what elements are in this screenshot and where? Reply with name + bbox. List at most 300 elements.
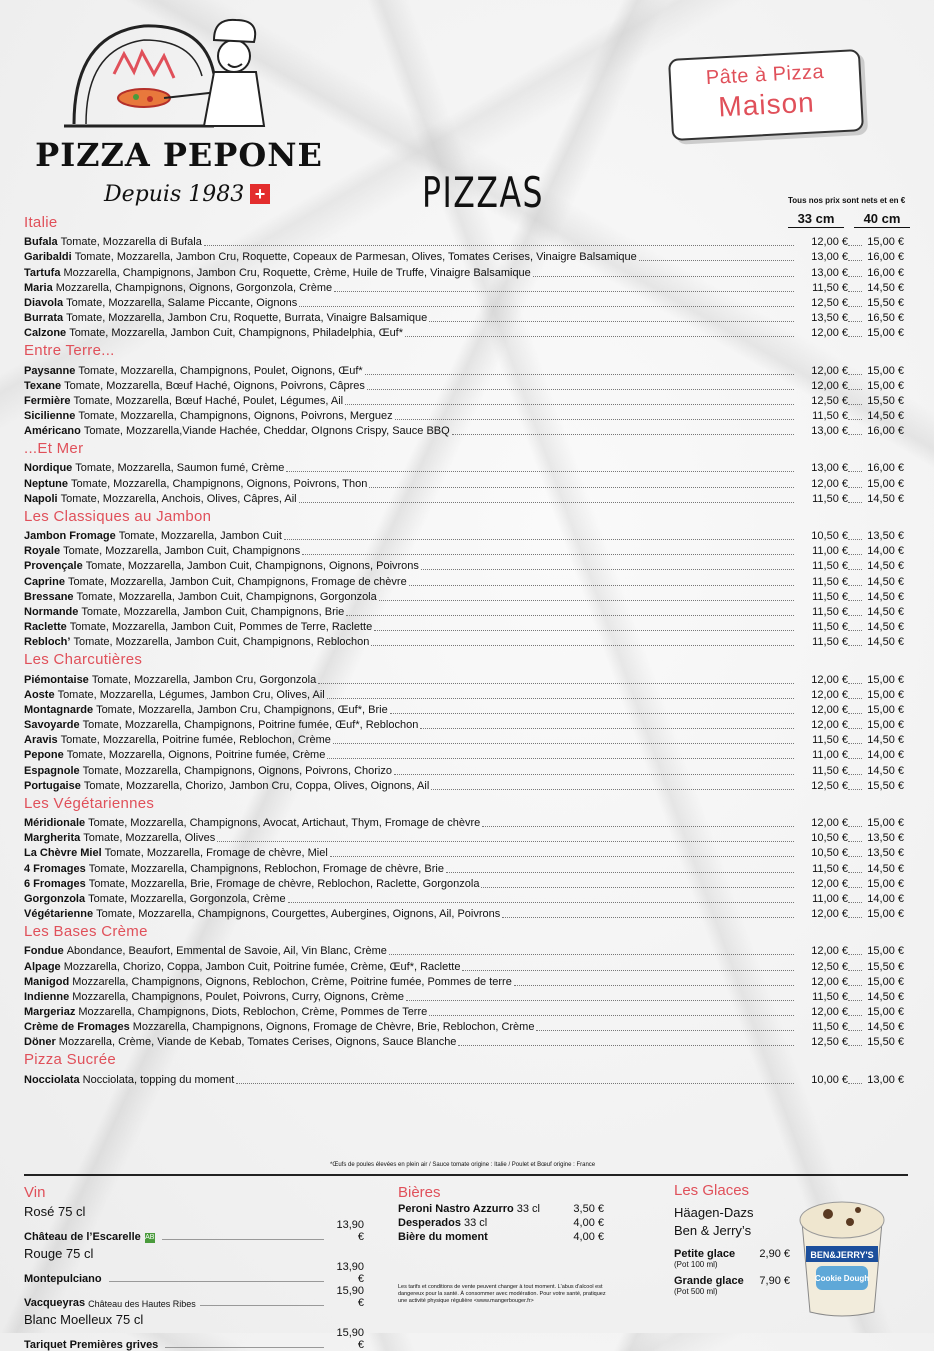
price-33cm: 12,00 € <box>811 719 848 732</box>
pizza-ingredients: Tomate, Mozzarella, Champignons, Oignons, Poivrons, Merguez <box>78 410 393 423</box>
price-33cm: 11,00 € <box>812 749 848 762</box>
menu-item <box>24 943 904 958</box>
price-33cm: 11,50 € <box>812 605 848 618</box>
brand-name: PIZZA PEPONE <box>35 136 323 174</box>
menu-item <box>24 528 904 543</box>
price-40cm: 14,50 € <box>867 590 904 603</box>
section-title: Les Charcutières <box>24 651 143 669</box>
pizza-name: Rebloch’ <box>24 636 71 649</box>
dot-leader <box>848 1030 862 1031</box>
price-33cm: 12,50 € <box>811 960 848 973</box>
pizza-name: Aravis <box>24 734 58 747</box>
menu-item <box>24 906 904 921</box>
beer-title: Bières <box>398 1184 441 1201</box>
spacer <box>491 1231 564 1243</box>
logo <box>24 14 334 207</box>
legal-note: Les tarifs et conditions de vente peuvent changer à tout moment. L'abus d'alcool est dangereux pour la santé. À consommer avec modération. Pour votre santé, pratiquez une activité physique régulière <www.mangerbouger.fr> <box>398 1284 606 1304</box>
pizza-ingredients: Tomate, Mozzarella,Viande Hachée, Cheddar, OIgnons Crispy, Sauce BBQ <box>83 425 450 438</box>
dot-leader <box>848 569 862 570</box>
price-33cm: 12,00 € <box>811 364 848 377</box>
menu-item <box>24 249 904 264</box>
wine-price: 13,90 € <box>336 1261 364 1285</box>
pizza-ingredients: Tomate, Mozzarella, Jambon Cuit, Champignons, Oignons, Poivrons <box>85 560 419 573</box>
dot-leader <box>533 276 794 277</box>
pizza-name: Méridionale <box>24 817 86 829</box>
large-ice-row <box>674 1275 790 1287</box>
dot-leader <box>848 789 862 790</box>
ice-brand-2: Ben & Jerry’s <box>674 1223 752 1238</box>
pizza-name: Paysanne <box>24 364 76 377</box>
menu-item <box>24 234 904 249</box>
pizza-name: Savoyarde <box>24 719 80 732</box>
pizza-name: Piémontaise <box>24 673 89 686</box>
dot-leader <box>848 1015 862 1016</box>
dot-leader <box>288 902 794 903</box>
price-33cm: 13,00 € <box>811 266 848 279</box>
wine-price: 15,90 € <box>336 1285 364 1309</box>
dot-leader <box>848 487 862 488</box>
menu-item <box>24 491 904 506</box>
price-40cm: 15,00 € <box>867 817 904 829</box>
dot-leader <box>848 374 862 375</box>
section-title: Les Bases Crème <box>24 923 148 941</box>
price-33cm: 12,00 € <box>811 975 848 988</box>
beer-volume: 33 cl <box>516 1203 540 1215</box>
dot-leader <box>848 419 862 420</box>
wine-item <box>24 1285 364 1309</box>
pizza-name: Napoli <box>24 492 58 505</box>
menu-item <box>24 634 904 649</box>
dot-leader <box>452 434 794 435</box>
dot-leader <box>848 683 862 684</box>
price-33cm: 12,50 € <box>811 296 848 309</box>
pizza-name: Garibaldi <box>24 251 72 264</box>
menu-item <box>24 1019 904 1034</box>
dot-leader <box>848 1000 862 1001</box>
ice-cream-tub-image <box>792 1192 892 1318</box>
menu-item <box>24 762 904 777</box>
dot-leader <box>848 276 862 277</box>
beer-price: 4,00 € <box>573 1217 604 1229</box>
menu-item <box>24 310 904 325</box>
pizza-ingredients: Tomate, Mozzarella, Salame Piccante, Oignons <box>66 296 298 309</box>
dot-leader <box>639 260 794 261</box>
price-40cm: 14,50 € <box>867 862 904 875</box>
price-40cm: 15,50 € <box>867 296 904 309</box>
tub-label-brand: BEN&JERRY'S <box>810 1250 874 1260</box>
menu-item <box>24 778 904 793</box>
price-40cm: 15,00 € <box>867 236 904 249</box>
dot-leader <box>848 698 862 699</box>
menu-item <box>24 408 904 423</box>
pizza-name: Américano <box>24 425 81 438</box>
dot-leader <box>405 336 794 337</box>
dot-leader <box>345 404 794 405</box>
dot-leader <box>848 630 862 631</box>
price-40cm: 15,00 € <box>867 379 904 392</box>
dot-leader <box>284 539 794 540</box>
menu-item <box>24 543 904 558</box>
price-40cm: 15,00 € <box>867 688 904 701</box>
dot-leader <box>299 306 794 307</box>
wine-detail: Château des Hautes Ribes <box>88 1299 196 1309</box>
dot-leader <box>236 1083 794 1084</box>
chef-oven-illustration <box>64 14 284 139</box>
pizza-ingredients: Tomate, Mozzarella, Bœuf Haché, Oignons, Poivrons, Câpres <box>64 379 365 392</box>
menu-section <box>24 1049 904 1086</box>
price-40cm: 15,00 € <box>867 327 904 340</box>
pizza-name: Caprine <box>24 575 65 588</box>
dot-leader <box>848 917 862 918</box>
pizza-name: Crème de Fromages <box>24 1021 130 1034</box>
ice-cream-section <box>674 1182 914 1322</box>
beer-name: Peroni Nastro Azzurro <box>398 1203 514 1215</box>
dot-leader <box>848 826 862 827</box>
wine-price: 15,90 € <box>336 1327 364 1351</box>
pizza-name: Manigod <box>24 975 70 988</box>
section-title: ...Et Mer <box>24 440 84 458</box>
menu-item <box>24 423 904 438</box>
pizza-ingredients: Tomate, Mozzarella, Jambon Cuit <box>118 530 282 542</box>
pizza-ingredients: Mozzarella, Champignons, Oignons, Fromage de Chèvre, Brie, Reblochon, Crème <box>132 1021 535 1034</box>
menu-item <box>24 860 904 875</box>
stamp-line1: Pâte à Pizza <box>705 60 825 90</box>
dot-leader <box>848 758 862 759</box>
wine-section <box>24 1184 364 1351</box>
price-33cm: 12,00 € <box>811 877 848 890</box>
pizza-name: Burrata <box>24 312 64 325</box>
pizza-name: Provençale <box>24 560 83 573</box>
pizza-ingredients: Tomate, Mozzarella, Champignons, Avocat, Artichaut, Thym, Fromage de chèvre <box>88 817 481 829</box>
pizza-name: La Chèvre Miel <box>24 847 102 860</box>
dot-leader <box>346 615 794 616</box>
beer-section <box>398 1184 604 1243</box>
pizza-ingredients: Tomate, Mozzarella, Jambon Cru, Champignons, Œuf*, Brie <box>96 703 388 716</box>
pizza-name: Calzone <box>24 327 67 340</box>
dot-leader <box>848 585 862 586</box>
spacer <box>487 1217 564 1229</box>
pizza-name: Fermière <box>24 394 71 407</box>
pizza-ingredients: Tomate, Mozzarella, Jambon Cuit, Champignons, Brie <box>81 605 345 618</box>
price-40cm: 15,50 € <box>867 1036 904 1049</box>
dot-leader <box>848 291 862 292</box>
price-40cm: 15,00 € <box>867 877 904 890</box>
menu-item <box>24 876 904 891</box>
section-title: Italie <box>24 214 58 231</box>
size-header-small: 33 cm <box>788 211 844 228</box>
price-33cm: 10,50 € <box>811 847 848 860</box>
menu-section <box>24 212 904 340</box>
section-title: Entre Terre... <box>24 342 115 360</box>
organic-label-icon: AB <box>145 1234 155 1241</box>
menu-item <box>24 362 904 377</box>
leader-line <box>165 1347 324 1348</box>
pizza-name: Margherita <box>24 832 81 845</box>
section-title: Les Végétariennes <box>24 794 155 812</box>
price-40cm: 15,00 € <box>867 945 904 958</box>
pizza-name: 6 Fromages <box>24 877 86 890</box>
price-40cm: 13,00 € <box>867 1073 904 1086</box>
pizza-ingredients: Tomate, Mozzarella, Poitrine fumée, Reblochon, Crème <box>60 734 331 747</box>
price-40cm: 14,50 € <box>867 1021 904 1034</box>
pizza-name: Döner <box>24 1036 56 1049</box>
price-40cm: 14,50 € <box>867 605 904 618</box>
menu-item <box>24 325 904 340</box>
dot-leader <box>848 1045 862 1046</box>
price-40cm: 15,00 € <box>867 703 904 716</box>
price-33cm: 10,50 € <box>811 530 848 542</box>
large-ice-size: (Pot 500 ml) <box>674 1287 718 1296</box>
pizza-name: Texane <box>24 379 62 392</box>
large-ice-price: 7,90 € <box>759 1275 790 1287</box>
menu-item <box>24 264 904 279</box>
pizza-ingredients: Tomate, Mozzarella, Champignons, Courgettes, Aubergines, Oignons, Ail, Poivrons <box>96 908 501 921</box>
pizza-name: Espagnole <box>24 764 80 777</box>
wine-title: Vin <box>24 1184 46 1201</box>
pizza-name: Raclette <box>24 621 67 634</box>
price-40cm: 13,50 € <box>867 832 904 845</box>
price-40cm: 16,00 € <box>867 266 904 279</box>
dot-leader <box>848 404 862 405</box>
small-ice-price: 2,90 € <box>759 1248 790 1260</box>
price-33cm: 11,50 € <box>812 1021 848 1034</box>
menu-item <box>24 717 904 732</box>
dot-leader <box>848 471 862 472</box>
dot-leader <box>409 585 794 586</box>
price-40cm: 16,00 € <box>867 462 904 475</box>
dot-leader <box>395 419 794 420</box>
dot-leader <box>848 872 862 873</box>
dot-leader <box>318 683 794 684</box>
pizza-name: Normande <box>24 605 79 618</box>
dot-leader <box>848 502 862 503</box>
pizza-name: Fondue <box>24 945 64 958</box>
price-33cm: 12,00 € <box>811 236 848 249</box>
price-40cm: 14,50 € <box>867 636 904 649</box>
dot-leader <box>848 539 862 540</box>
pizza-ingredients: Tomate, Mozzarella, Champignons, Oignons, Poivrons, Chorizo <box>82 764 392 777</box>
beer-name: Desperados <box>398 1217 461 1229</box>
dot-leader <box>848 902 862 903</box>
menu-section <box>24 649 904 793</box>
section-title: Les Classiques au Jambon <box>24 507 212 525</box>
leader-line <box>162 1239 324 1240</box>
price-40cm: 14,50 € <box>867 492 904 505</box>
menu-item <box>24 619 904 634</box>
dot-leader <box>848 1083 862 1084</box>
price-33cm: 11,50 € <box>812 862 848 875</box>
price-33cm: 11,50 € <box>812 410 848 423</box>
pizza-ingredients: Tomate, Mozzarella, Jambon Cuit, Champignons, Gorgonzola <box>76 590 377 603</box>
dot-leader <box>333 743 794 744</box>
pizza-name: Indienne <box>24 990 70 1003</box>
tub-label-flavor: Cookie Dough <box>814 1274 870 1283</box>
price-40cm: 13,50 € <box>867 847 904 860</box>
pizza-name: Gorgonzola <box>24 892 86 905</box>
price-40cm: 14,50 € <box>867 734 904 747</box>
dot-leader <box>502 917 794 918</box>
pizza-name: Aoste <box>24 688 55 701</box>
price-40cm: 14,50 € <box>867 560 904 573</box>
pizza-ingredients: Tomate, Mozzarella, Jambon Cru, Roquette, Copeaux de Parmesan, Olives, Tomates Cerises, Vinaigre Balsamique <box>74 251 637 264</box>
menu-item <box>24 671 904 686</box>
menu-item <box>24 830 904 845</box>
pizza-ingredients: Mozzarella, Crème, Viande de Kebab, Tomates Cerises, Oignons, Sauce Blanche <box>58 1036 457 1049</box>
pizza-ingredients: Tomate, Mozzarella, Jambon Cru, Roquette, Burrata, Vinaigre Balsamique <box>66 312 428 325</box>
price-40cm: 15,00 € <box>867 975 904 988</box>
price-40cm: 15,00 € <box>867 673 904 686</box>
wine-item <box>24 1219 364 1243</box>
pizza-ingredients: Tomate, Mozzarella, Champignons, Reblochon, Fromage de chèvre, Brie <box>88 862 444 875</box>
dot-leader <box>848 713 862 714</box>
price-33cm: 12,00 € <box>811 379 848 392</box>
pizza-ingredients: Mozzarella, Champignons, Poulet, Poivrons, Curry, Oignons, Crème <box>72 990 405 1003</box>
dot-leader <box>334 291 794 292</box>
price-40cm: 14,50 € <box>867 281 904 294</box>
pizza-ingredients: Tomate, Mozzarella, Chorizo, Jambon Cru, Coppa, Olives, Oignons, Ail <box>83 779 430 792</box>
price-40cm: 14,50 € <box>867 410 904 423</box>
pizza-name: Royale <box>24 545 61 558</box>
price-33cm: 11,50 € <box>812 492 848 505</box>
pizza-ingredients: Tomate, Mozzarella, Anchois, Olives, Câpres, Ail <box>60 492 297 505</box>
ice-title: Les Glaces <box>674 1182 750 1199</box>
wine-name: Château de l’Escarelle <box>24 1231 141 1243</box>
savoie-flag-icon: + <box>250 184 270 204</box>
price-33cm: 11,00 € <box>812 545 848 558</box>
wine-item <box>24 1327 364 1351</box>
dot-leader <box>482 826 794 827</box>
pizza-name: Bufala <box>24 236 58 249</box>
pizza-name: Nordique <box>24 462 73 475</box>
pizza-ingredients: Tomate, Mozzarella, Légumes, Jambon Cru, Olives, Ail <box>57 688 325 701</box>
menu-item <box>24 558 904 573</box>
pizza-ingredients: Tomate, Mozzarella, Jambon Cuit, Champignons, Philadelphia, Œuf* <box>69 327 404 340</box>
beer-volume: 33 cl <box>463 1217 488 1229</box>
menu-item <box>24 687 904 702</box>
dot-leader <box>848 856 862 857</box>
dot-leader <box>327 758 794 759</box>
price-40cm: 15,00 € <box>867 364 904 377</box>
pizza-ingredients: Mozzarella, Chorizo, Coppa, Jambon Cuit, Poitrine fumée, Crème, Œuf*, Raclette <box>63 960 461 973</box>
dot-leader <box>848 645 862 646</box>
price-40cm: 16,00 € <box>867 251 904 264</box>
price-33cm: 12,00 € <box>811 688 848 701</box>
dot-leader <box>390 713 794 714</box>
beer-item <box>398 1231 604 1243</box>
small-ice-name: Petite glace <box>674 1248 736 1260</box>
dot-leader <box>848 389 862 390</box>
dot-leader <box>848 306 862 307</box>
beer-price: 3,50 € <box>573 1203 604 1215</box>
price-note: Tous nos prix sont nets et en € <box>788 196 906 205</box>
menu-section <box>24 793 904 921</box>
price-33cm: 12,00 € <box>811 908 848 921</box>
spacer <box>540 1203 564 1215</box>
menu-item <box>24 974 904 989</box>
small-ice-size: (Pot 100 ml) <box>674 1260 718 1269</box>
dot-leader <box>848 841 862 842</box>
pizza-ingredients: Mozzarella, Champignons, Jambon Cru, Roquette, Crème, Huile de Truffe, Vinaigre Balsamique <box>63 266 531 279</box>
menu-item <box>24 1034 904 1049</box>
price-33cm: 11,50 € <box>812 636 848 649</box>
dot-leader <box>458 1045 794 1046</box>
price-40cm: 14,00 € <box>867 892 904 905</box>
dot-leader <box>374 630 794 631</box>
pizza-name: Sicilienne <box>24 410 76 423</box>
price-40cm: 15,50 € <box>867 394 904 407</box>
dot-leader <box>848 554 862 555</box>
price-33cm: 11,50 € <box>812 764 848 777</box>
dot-leader <box>848 970 862 971</box>
price-33cm: 12,00 € <box>811 817 848 829</box>
price-33cm: 12,00 € <box>811 703 848 716</box>
price-33cm: 12,00 € <box>811 477 848 490</box>
pizza-ingredients: Tomate, Mozzarella di Bufala <box>60 236 202 249</box>
price-33cm: 11,50 € <box>812 590 848 603</box>
pizza-ingredients: Abondance, Beaufort, Emmental de Savoie, Ail, Vin Blanc, Crème <box>66 945 387 958</box>
menu-item <box>24 747 904 762</box>
dot-leader <box>327 698 794 699</box>
pizza-ingredients: Mozzarella, Champignons, Oignons, Reblochon, Crème, Poitrine fumée, Pommes de terre <box>72 975 512 988</box>
pizza-ingredients: Tomate, Mozzarella, Jambon Cuit, Champignons <box>63 545 301 558</box>
pizza-name: Bressane <box>24 590 74 603</box>
dot-leader <box>429 321 794 322</box>
wine-price: 13,90 € <box>336 1219 364 1243</box>
price-40cm: 15,00 € <box>867 908 904 921</box>
wine-name: Vacqueyras <box>24 1297 86 1309</box>
menu-item <box>24 295 904 310</box>
pizza-ingredients: Tomate, Mozzarella, Jambon Cuit, Pommes de Terre, Raclette <box>69 621 373 634</box>
dot-leader <box>365 374 794 375</box>
dot-leader <box>848 434 862 435</box>
dot-leader <box>536 1030 794 1031</box>
dot-leader <box>848 336 862 337</box>
menu-section <box>24 340 904 438</box>
menu-item <box>24 815 904 830</box>
dot-leader <box>462 970 794 971</box>
pizza-ingredients: Tomate, Mozzarella, Jambon Cuit, Champignons, Fromage de chèvre <box>67 575 407 588</box>
price-33cm: 13,50 € <box>811 312 848 325</box>
beer-price: 4,00 € <box>573 1231 604 1243</box>
menu-item <box>24 475 904 490</box>
pizza-name: Nocciolata <box>24 1073 80 1086</box>
wine-category: Blanc Moelleux 75 cl <box>24 1312 144 1327</box>
price-40cm: 13,50 € <box>867 530 904 542</box>
leader-line <box>200 1305 324 1306</box>
beer-name: Bière du moment <box>398 1231 488 1243</box>
menu-section <box>24 506 904 650</box>
dot-leader <box>848 321 862 322</box>
dot-leader <box>848 743 862 744</box>
dot-leader <box>429 1015 794 1016</box>
dot-leader <box>848 887 862 888</box>
dot-leader <box>367 389 794 390</box>
price-40cm: 15,00 € <box>867 477 904 490</box>
dot-leader <box>406 1000 794 1001</box>
pizza-ingredients: Tomate, Mozzarella, Champignons, Oignons, Poivrons, Thon <box>71 477 368 490</box>
ice-brand-1: Häagen-Dazs <box>674 1205 754 1220</box>
dot-leader <box>848 245 862 246</box>
pizza-name: Maria <box>24 281 53 294</box>
beer-item <box>398 1217 604 1229</box>
dot-leader <box>286 471 794 472</box>
dot-leader <box>369 487 794 488</box>
dot-leader <box>514 985 794 986</box>
price-33cm: 11,50 € <box>812 560 848 573</box>
page-title: PIZZAS <box>422 168 544 217</box>
pizza-name: Neptune <box>24 477 68 490</box>
pizza-name: Margeriaz <box>24 1006 76 1019</box>
